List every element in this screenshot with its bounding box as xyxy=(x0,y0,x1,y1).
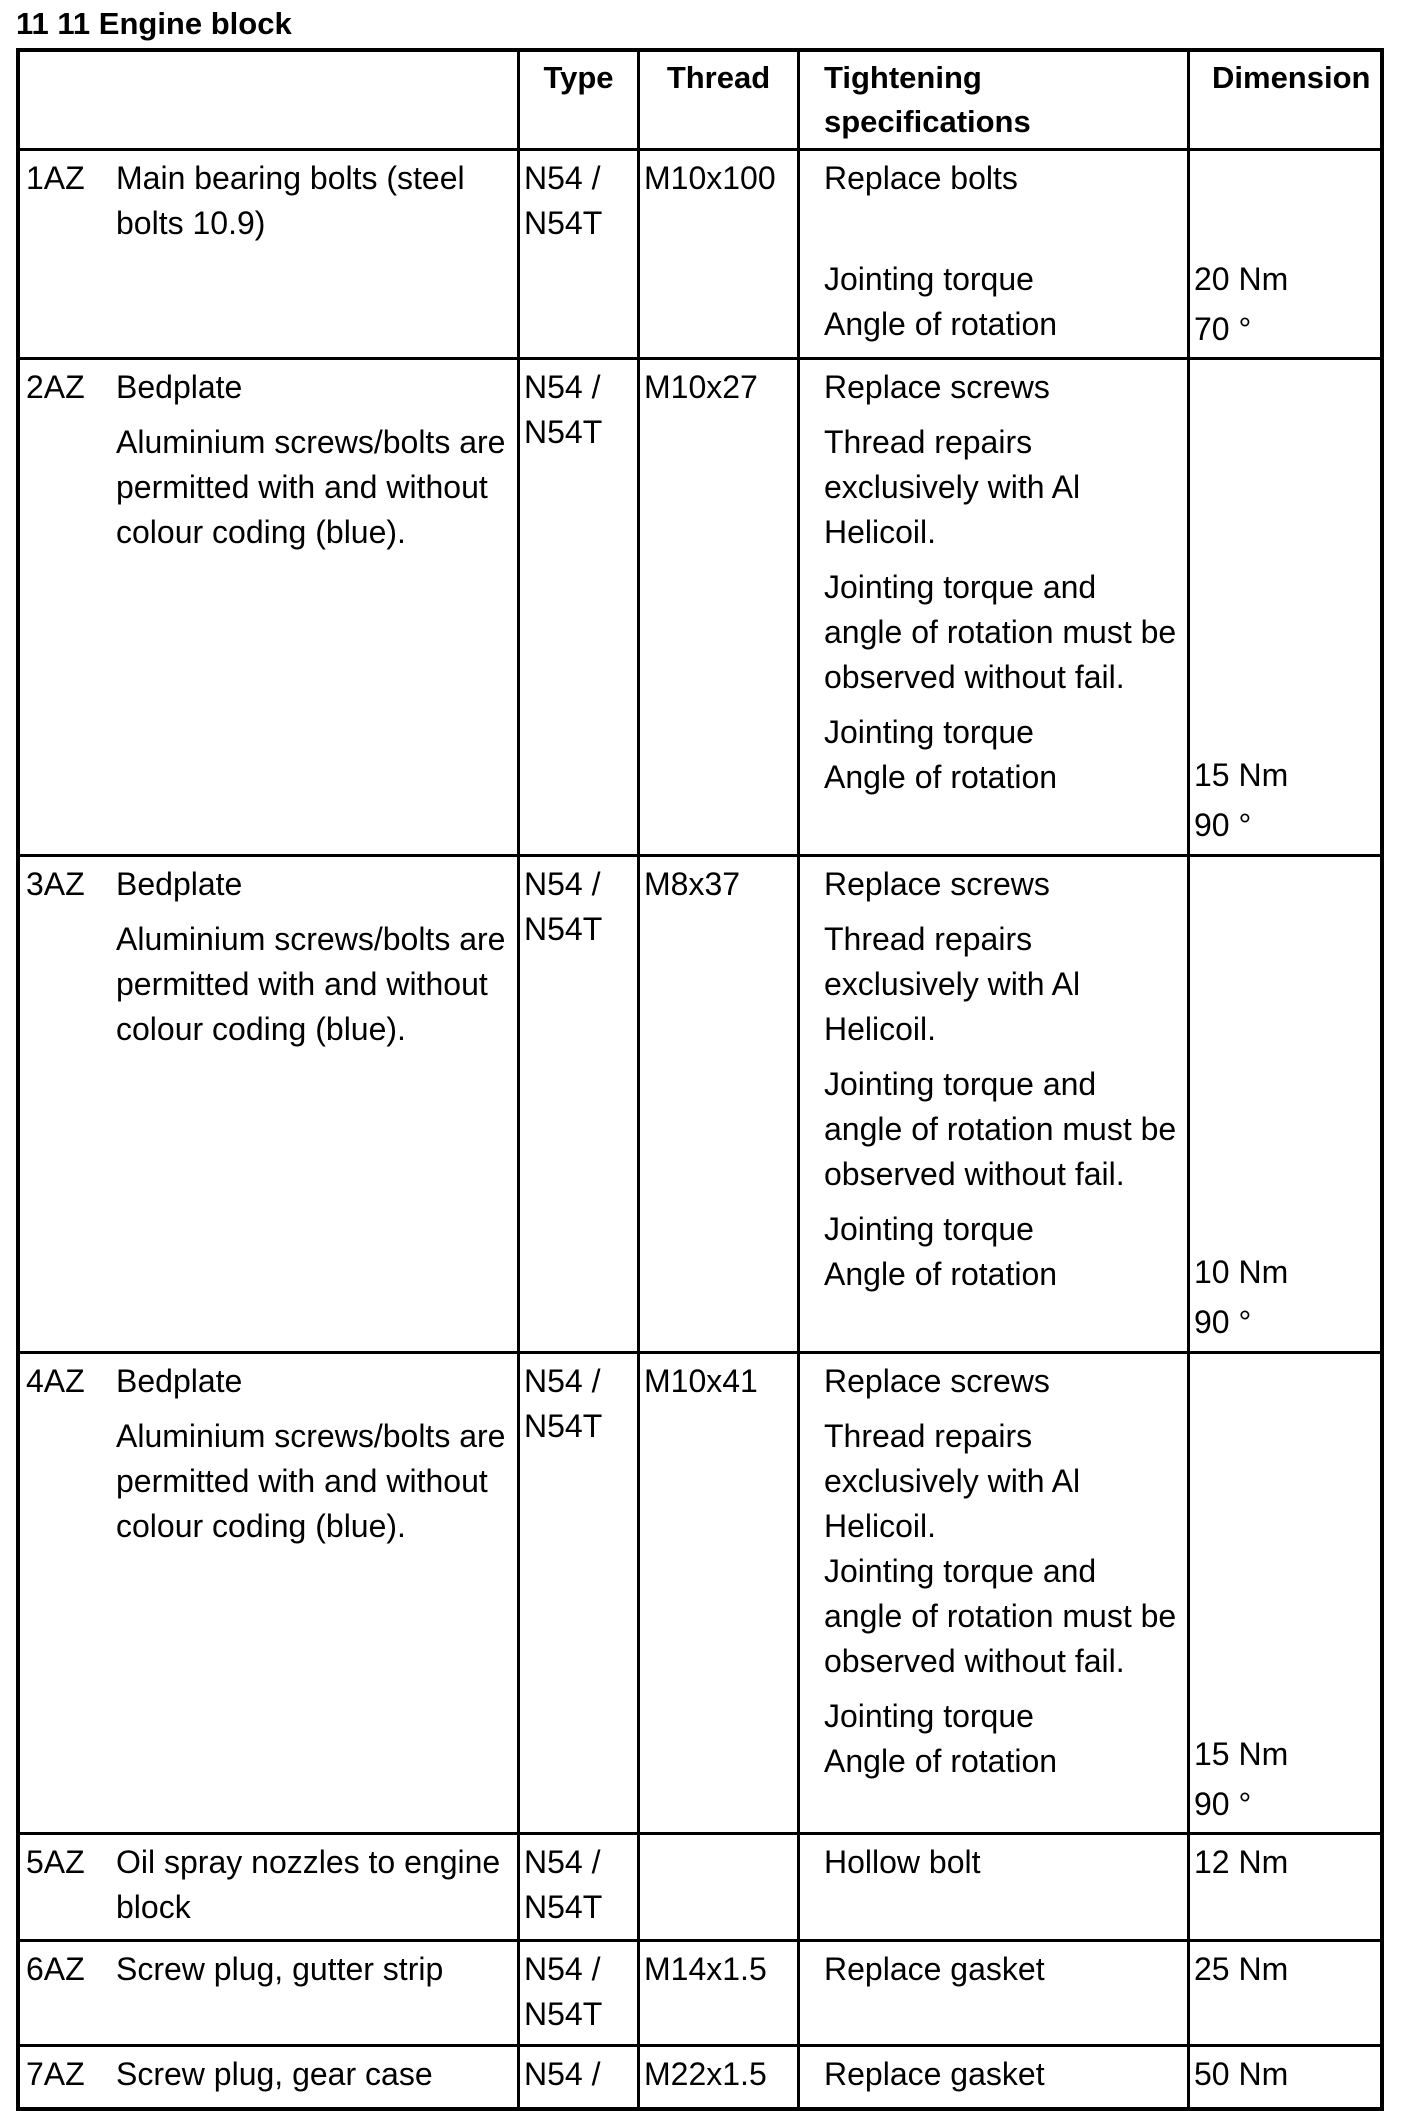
item-cell xyxy=(20,151,520,357)
thread-cell: M10x27 xyxy=(640,360,800,854)
spec-cell xyxy=(800,857,1190,1351)
dimension-value: 20 Nm xyxy=(1194,261,1289,297)
dimension-value: 15 Nm xyxy=(1194,1736,1289,1772)
item-cell xyxy=(20,1942,520,2044)
table-row xyxy=(20,2047,1380,2107)
spec-line: Jointing torque xyxy=(824,1211,1034,1247)
table-row xyxy=(20,1835,1380,1942)
spec-line: Angle of rotation xyxy=(824,306,1058,342)
item-code: 1AZ xyxy=(26,160,85,196)
spec-line: Angle of rotation xyxy=(824,759,1058,795)
item-cell xyxy=(20,1835,520,1939)
thread-cell: M8x37 xyxy=(640,857,800,1351)
spec-line: Angle of rotation xyxy=(824,1256,1058,1292)
dimension-value: 10 Nm xyxy=(1194,1254,1289,1290)
spec-cell xyxy=(800,2047,1190,2107)
spec-line: Jointing torque xyxy=(824,261,1034,297)
page-title: 11 11 Engine block xyxy=(16,6,292,41)
dimension-value: 70 ° xyxy=(1194,311,1252,347)
table-row xyxy=(20,1354,1380,1835)
spec-line: Jointing torque and angle of rotation must be observed without fail. xyxy=(824,1066,1177,1192)
dimension-value: 90 ° xyxy=(1194,1786,1252,1822)
dimension-value: 25 Nm xyxy=(1194,1951,1289,1987)
dimension-cell xyxy=(1190,151,1380,357)
item-code: 7AZ xyxy=(26,2056,85,2092)
item-cell xyxy=(20,857,520,1351)
spec-line: Jointing torque xyxy=(824,714,1034,750)
spec-table xyxy=(16,48,1384,2111)
table-row xyxy=(20,857,1380,1354)
spec-line: Replace bolts xyxy=(824,160,1018,196)
spec-cell xyxy=(800,1942,1190,2044)
item-description: Bedplate xyxy=(116,369,243,405)
item-description: Bedplate xyxy=(116,866,243,902)
spec-line: Hollow bolt xyxy=(824,1844,981,1880)
type-cell: N54 / N54T xyxy=(520,151,640,357)
item-description: Screw plug, gutter strip xyxy=(116,1951,444,1987)
spec-line: Jointing torque and angle of rotation must be observed without fail. xyxy=(824,569,1177,695)
spec-line: Thread repairs exclusively with Al Helicoil. xyxy=(824,424,1081,550)
type-cell: N54 / N54T xyxy=(520,857,640,1351)
thread-cell: M10x100 xyxy=(640,151,800,357)
spec-cell xyxy=(800,360,1190,854)
dimension-value: 50 Nm xyxy=(1194,2056,1289,2092)
thread-cell: M22x1.5 xyxy=(640,2047,800,2107)
item-description: Oil spray nozzles to engine block xyxy=(116,1844,501,1925)
dimension-cell xyxy=(1190,857,1380,1351)
item-cell xyxy=(20,1354,520,1832)
dimension-value: 90 ° xyxy=(1194,1304,1252,1340)
table-header xyxy=(20,52,1380,151)
header-item xyxy=(20,52,520,148)
dimension-value: 15 Nm xyxy=(1194,757,1289,793)
dimension-value: 90 ° xyxy=(1194,807,1252,843)
type-cell: N54 / N54T xyxy=(520,1354,640,1832)
item-note: Aluminium screws/bolts are permitted with and without colour coding (blue). xyxy=(116,1418,506,1544)
header-dimension: Dimension xyxy=(1212,60,1371,95)
spec-line: Replace screws xyxy=(824,866,1050,902)
item-code: 4AZ xyxy=(26,1363,85,1399)
item-description: Bedplate xyxy=(116,1363,243,1399)
item-description: Main bearing bolts (steel bolts 10.9) xyxy=(116,160,465,241)
item-code: 6AZ xyxy=(26,1951,85,1987)
dimension-cell xyxy=(1190,1354,1380,1832)
dimension-value: 12 Nm xyxy=(1194,1844,1289,1880)
type-cell: N54 / N54T xyxy=(520,360,640,854)
type-cell: N54 / N54T xyxy=(520,1835,640,1939)
item-cell xyxy=(20,2047,520,2107)
spec-line: Jointing torque xyxy=(824,1698,1034,1734)
table-row xyxy=(20,360,1380,857)
item-cell xyxy=(20,360,520,854)
header-spec: Tightening specifications xyxy=(800,52,1190,148)
spec-line: Jointing torque and angle of rotation must be observed without fail. xyxy=(824,1553,1177,1679)
dimension-cell xyxy=(1190,2047,1380,2107)
item-code: 3AZ xyxy=(26,866,85,902)
header-thread: Thread xyxy=(640,52,800,148)
spec-line: Thread repairs exclusively with Al Helicoil. xyxy=(824,1418,1081,1544)
dimension-cell xyxy=(1190,1942,1380,2044)
dimension-cell xyxy=(1190,1835,1380,1939)
item-code: 2AZ xyxy=(26,369,85,405)
spec-line: Replace gasket xyxy=(824,1951,1045,1987)
item-code: 5AZ xyxy=(26,1844,85,1880)
thread-cell: M14x1.5 xyxy=(640,1942,800,2044)
type-cell: N54 / xyxy=(520,2047,640,2107)
type-cell: N54 / N54T xyxy=(520,1942,640,2044)
spec-cell xyxy=(800,151,1190,357)
thread-cell: M10x41 xyxy=(640,1354,800,1832)
spec-line: Replace screws xyxy=(824,369,1050,405)
spec-line: Replace gasket xyxy=(824,2056,1045,2092)
item-description: Screw plug, gear case xyxy=(116,2056,433,2092)
spec-line: Thread repairs exclusively with Al Helicoil. xyxy=(824,921,1081,1047)
header-type: Type xyxy=(520,52,640,148)
item-note: Aluminium screws/bolts are permitted with and without colour coding (blue). xyxy=(116,921,506,1047)
spec-cell xyxy=(800,1835,1190,1939)
spec-cell xyxy=(800,1354,1190,1832)
table-row xyxy=(20,1942,1380,2047)
thread-cell xyxy=(640,1835,800,1939)
spec-line: Replace screws xyxy=(824,1363,1050,1399)
item-note: Aluminium screws/bolts are permitted with and without colour coding (blue). xyxy=(116,424,506,550)
spec-line: Angle of rotation xyxy=(824,1743,1058,1779)
dimension-cell xyxy=(1190,360,1380,854)
table-row xyxy=(20,151,1380,360)
